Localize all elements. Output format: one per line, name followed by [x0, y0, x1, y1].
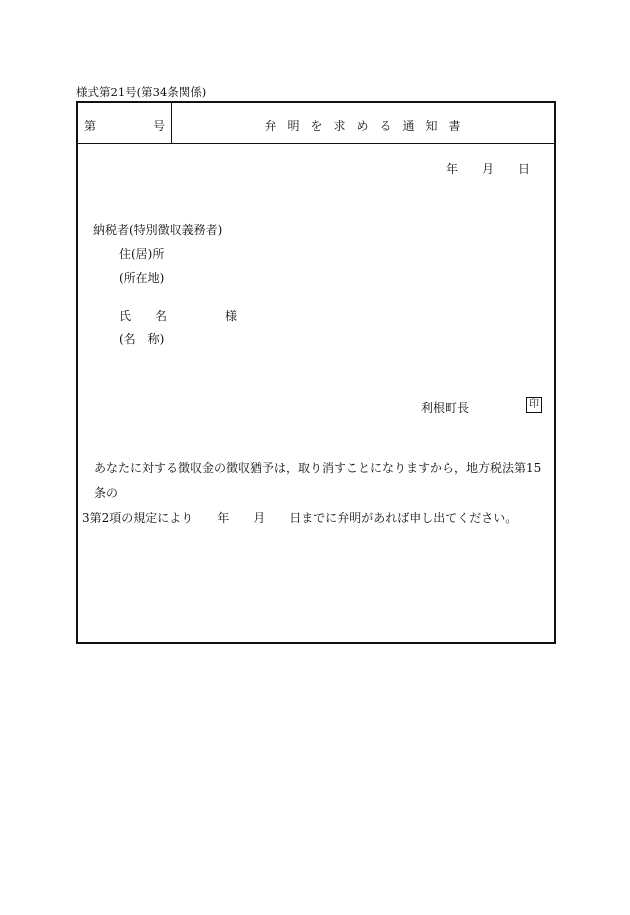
document-number-cell [78, 103, 172, 143]
name-alt-label: (名 称) [119, 332, 165, 346]
date-month: 月 [482, 162, 495, 176]
name-label: 氏 名 [119, 309, 168, 323]
body-line-2: 3第2項の規定により 年 月 日までに弁明があれば申し出てください。 [82, 511, 518, 525]
addressee-heading: 納税者(特別徴収義務者) [93, 223, 223, 237]
document-title: 弁明を求める通知書 [264, 119, 472, 133]
number-suffix: 号 [152, 119, 165, 133]
body-line-1: あなたに対する徴収金の徴収猶予は，取り消すことになりますから，地方税法第15条の [94, 461, 542, 500]
issuer-title: 利根町長 [421, 401, 470, 415]
address-alt-label: (所在地) [119, 271, 165, 285]
seal-mark: 印 [526, 397, 542, 413]
form-number-label: 様式第21号(第34条関係) [76, 85, 207, 99]
notice-body [82, 456, 552, 531]
address-label: 住(居)所 [119, 247, 165, 261]
honorific: 様 [225, 309, 238, 323]
form-header [78, 103, 554, 144]
date-day: 日 [518, 162, 531, 176]
number-prefix: 第 [84, 119, 97, 133]
date-year: 年 [446, 162, 459, 176]
notice-form [76, 101, 556, 644]
